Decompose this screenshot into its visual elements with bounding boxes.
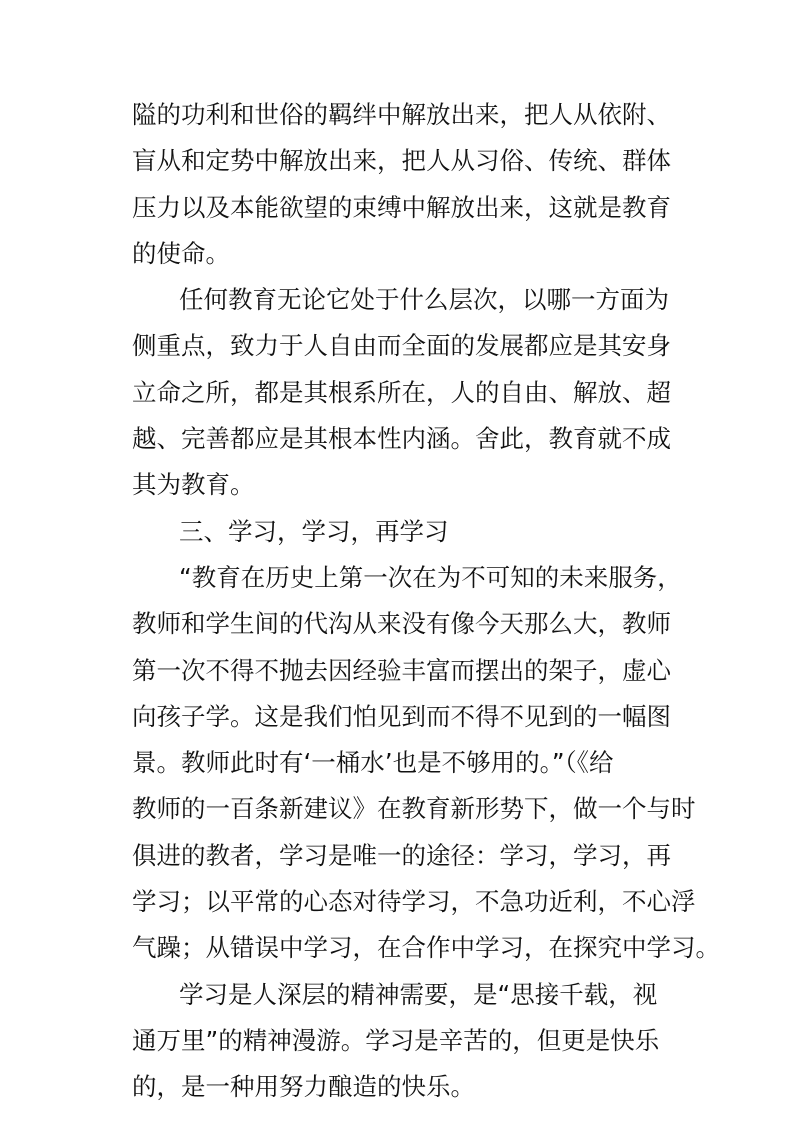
paragraph-first-line: 任何教育无论它处于什么层次，以哪一方面为 (179, 285, 669, 315)
text-line: 盲从和定势中解放出来，把人从习俗、传统、群体 (132, 146, 671, 176)
text-line: 教师的一百条新建议》在教育新形势下，做一个与时 (132, 794, 696, 824)
text-line: 向孩子学。这是我们怕见到而不得不见到的一幅图 (132, 701, 671, 731)
text-line: 气躁；从错误中学习，在合作中学习，在探究中学习。 (132, 933, 720, 963)
text-line: 景。教师此时有‘一桶水’也是不够用的。”（《给 (132, 748, 614, 778)
text-line: 其为教育。 (132, 470, 255, 500)
text-line: 俱进的教者，学习是唯一的途径：学习，学习，再 (132, 840, 671, 870)
body-text (132, 92, 720, 1111)
text-line: 压力以及本能欲望的束缚中解放出来，这就是教育 (132, 192, 671, 222)
text-line: 越、完善都应是其根本性内涵。舍此，教育就不成 (132, 424, 671, 454)
text-line: 隘的功利和世俗的羁绊中解放出来，把人从依附、 (132, 100, 671, 129)
paragraph-first-line: “教育在历史上第一次在为不可知的未来服务， (179, 562, 682, 592)
text-line: 学习；以平常的心态对待学习，不急功近利，不心浮 (132, 887, 696, 917)
text-line: 通万里”的精神漫游。学习是辛苦的，但更是快乐 (132, 1025, 660, 1055)
section-heading: 三、学习，学习，再学习 (179, 516, 449, 546)
paragraph-first-line: 学习是人深层的精神需要，是“思接千载，视 (179, 979, 658, 1009)
text-line: 教师和学生间的代沟从来没有像今天那么大，教师 (132, 609, 671, 639)
text-line: 的，是一种用努力酿造的快乐。 (132, 1072, 475, 1102)
text-line: 侧重点，致力于人自由而全面的发展都应是其安身 (132, 331, 671, 361)
text-line: 的使命。 (132, 238, 230, 268)
text-line: 第一次不得不抛去因经验丰富而摆出的架子，虚心 (132, 655, 671, 685)
text-line: 立命之所，都是其根系所在，人的自由、解放、超 (132, 377, 671, 407)
